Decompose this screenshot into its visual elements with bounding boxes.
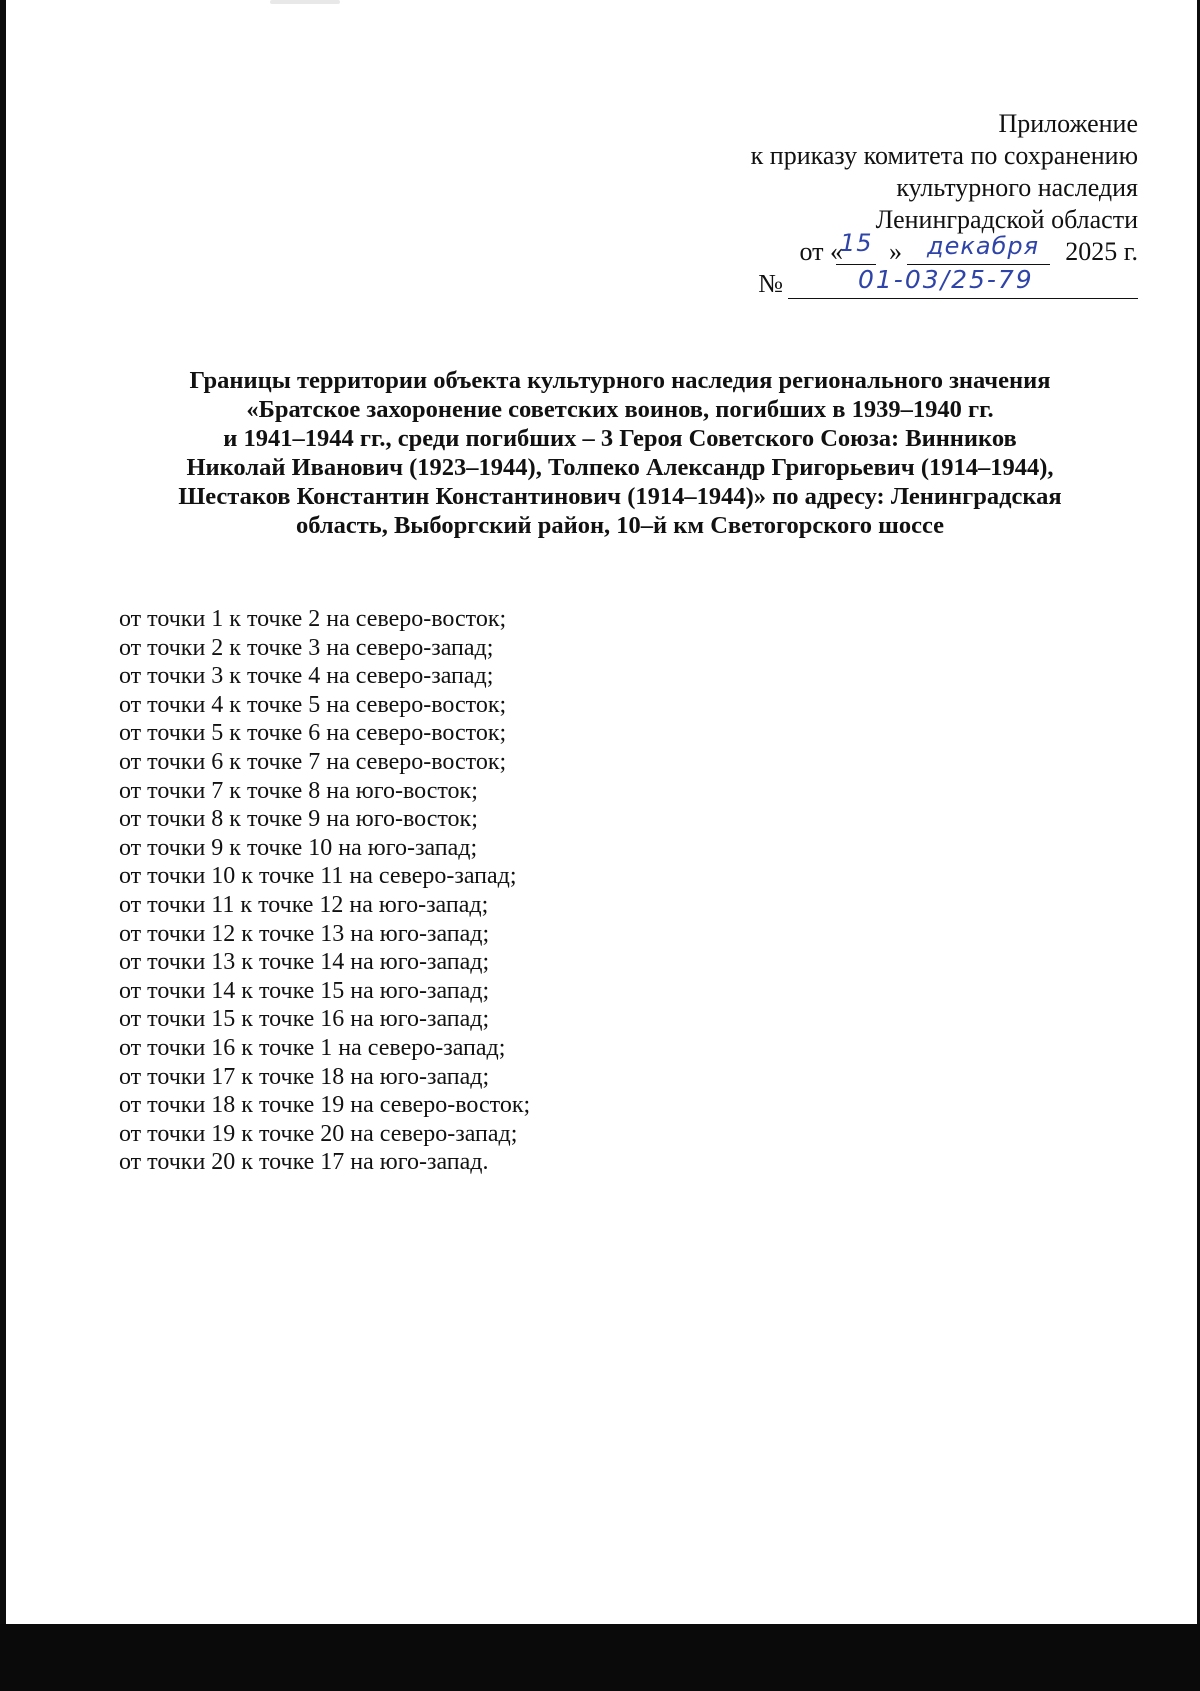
boundary-segment: от точки 11 к точке 12 на юго-запад;: [119, 891, 489, 918]
boundary-segment: от точки 12 к точке 13 на юго-запад;: [119, 920, 490, 947]
appendix-region-line: Ленинградской области: [875, 205, 1138, 234]
scan-artifact: [270, 0, 340, 4]
date-year: 2025 г.: [1065, 237, 1138, 266]
appendix-order-reference: к приказу комитета по сохранению: [750, 141, 1138, 170]
appendix-header: [658, 108, 1138, 300]
boundary-segment: от точки 18 к точке 19 на северо-восток;: [119, 1092, 531, 1119]
appendix-label: Приложение: [998, 109, 1138, 138]
boundary-segment: от точки 7 к точке 8 на юго-восток;: [119, 777, 478, 804]
number-sign: №: [758, 269, 783, 298]
order-number-line: [658, 265, 1138, 300]
boundary-segment: от точки 3 к точке 4 на северо-запад;: [119, 663, 494, 690]
boundary-segment: от точки 17 к точке 18 на юго-запад;: [119, 1063, 490, 1090]
handwritten-month: декабря: [927, 232, 1040, 260]
boundary-segment: от точки 4 к точке 5 на северо-восток;: [119, 691, 507, 718]
date-prefix: от «: [799, 237, 843, 266]
title-line: Шестаков Константин Константинович (1914–1944)» по адресу: Ленинградская: [178, 483, 1062, 510]
handwritten-order-number: 01-03/25-79: [858, 265, 1034, 294]
boundary-segment: от точки 10 к точке 11 на северо-запад;: [119, 863, 517, 890]
boundary-segment: от точки 16 к точке 1 на северо-запад;: [119, 1034, 506, 1061]
boundary-segment: от точки 1 к точке 2 на северо-восток;: [119, 606, 507, 632]
boundary-segment: от точки 13 к точке 14 на юго-запад;: [119, 949, 490, 976]
boundary-segment: от точки 6 к точке 7 на северо-восток;: [119, 748, 507, 775]
scan-left-border: [0, 0, 6, 1691]
title-line: Границы территории объекта культурного наследия регионального значения: [189, 367, 1051, 394]
boundary-segment: от точки 15 к точке 16 на юго-запад;: [119, 1006, 490, 1033]
date-quote-close: »: [889, 237, 902, 266]
appendix-committee-line: культурного наследия: [896, 173, 1138, 202]
boundary-segment: от точки 2 к точке 3 на северо-запад;: [119, 634, 494, 661]
title-line: Николай Иванович (1923–1944), Толпеко Александр Григорьевич (1914–1944),: [186, 454, 1054, 481]
boundary-segment: от точки 8 к точке 9 на юго-восток;: [119, 806, 478, 833]
order-number-field: [788, 265, 1138, 299]
title-line: и 1941–1944 гг., среди погибших – 3 Героя Советского Союза: Винников: [223, 425, 1017, 452]
handwritten-day: 15: [840, 229, 873, 257]
document-title: [100, 366, 1140, 540]
title-line: «Братское захоронение советских воинов, погибших в 1939–1940 гг.: [246, 396, 994, 423]
boundary-segment: от точки 14 к точке 15 на юго-запад;: [119, 977, 490, 1004]
boundary-segment: от точки 9 к точке 10 на юго-запад;: [119, 834, 478, 861]
scan-bottom-border: [0, 1624, 1200, 1691]
boundary-segment-list: [119, 605, 819, 1177]
date-month-field: [907, 232, 1050, 265]
boundary-segment: от точки 19 к точке 20 на северо-запад;: [119, 1120, 518, 1147]
boundary-segment: от точки 20 к точке 17 на юго-запад.: [119, 1149, 489, 1176]
title-line: область, Выборгский район, 10–й км Светогорского шоссе: [295, 512, 945, 539]
boundary-segment: от точки 5 к точке 6 на северо-восток;: [119, 720, 507, 747]
date-day-field: [836, 229, 876, 265]
